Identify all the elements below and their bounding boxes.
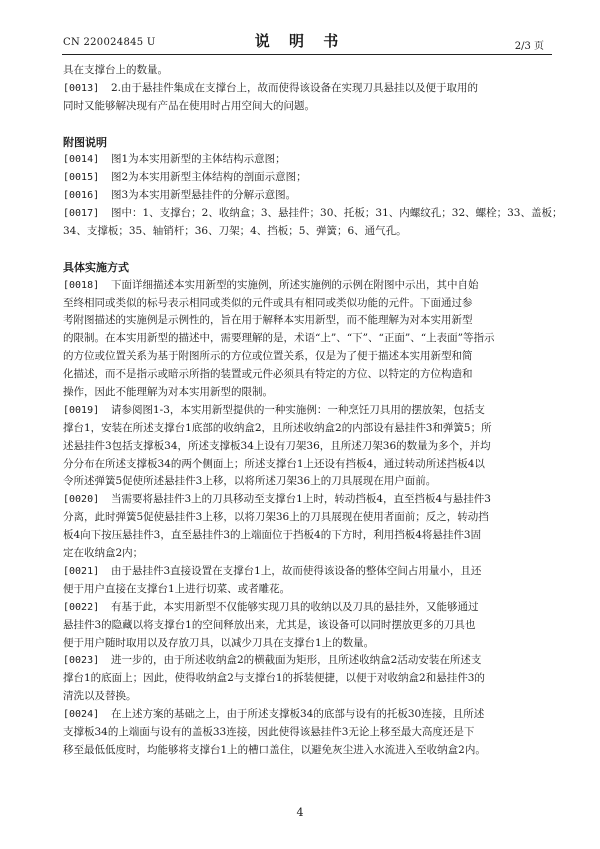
text-line bbox=[63, 62, 550, 80]
line-text: 同时又能够解决现有产品在使用时占用空间大的问题。 bbox=[63, 99, 315, 112]
line-text: 图1为本实用新型的主体结构示意图； bbox=[111, 153, 286, 166]
text-line bbox=[63, 563, 550, 581]
line-text: 撑台1的底面上；因此，使得收纳盒2与支撑台1的拆装便捷，以便于对收纳盒2和悬挂件3的 bbox=[63, 672, 485, 685]
paragraph-number: [0015] bbox=[63, 172, 100, 184]
text-line bbox=[63, 169, 550, 187]
line-text: 的限制。在本实用新型的描述中，需要理解的是，术语“上”、“下”、“正面”、“上表面”等指示 bbox=[63, 332, 495, 345]
line-text: 分离，此时弹簧5促使悬挂件3上移，以将刀架36上的刀具展现在使用者面前；反之，转动挡 bbox=[63, 511, 489, 524]
paragraph-number: [0020] bbox=[63, 494, 100, 506]
text-line bbox=[63, 187, 550, 205]
text-line bbox=[63, 670, 550, 688]
text-line bbox=[63, 724, 550, 742]
text-line bbox=[63, 652, 550, 670]
text-line bbox=[63, 438, 550, 456]
header-rule bbox=[62, 54, 552, 55]
paragraph-number: [0013] bbox=[63, 82, 100, 94]
paragraph-number: [0023] bbox=[63, 655, 100, 667]
paragraph-number: [0018] bbox=[63, 279, 100, 291]
line-text: 图中：1、支撑台；2、收纳盒；3、悬挂件；30、托板；31、内螺纹孔；32、螺栓；33、盖板； bbox=[111, 207, 563, 220]
line-text: 支撑板34的上端面与设有的盖板33连接，因此使得该悬挂件3无论上移至最大高度还是下 bbox=[63, 725, 475, 738]
text-line bbox=[63, 581, 550, 599]
line-text: 悬挂件3的隐藏以将支撑台1的空间释放出来，尤其是，该设备可以同时摆放更多的刀具也 bbox=[63, 618, 476, 631]
line-text: 由于悬挂件3直接设置在支撑台1上，故而使得该设备的整体空间占用量小，且还 bbox=[111, 564, 482, 577]
text-line bbox=[63, 420, 550, 438]
paragraph-number: [0016] bbox=[63, 190, 100, 202]
heading-text: 具体实施方式 bbox=[63, 260, 129, 274]
text-line bbox=[63, 617, 550, 635]
line-text: 化描述，而不是指示或暗示所指的装置或元件必须具有特定的方位、以特定的方位构造和 bbox=[63, 368, 473, 381]
line-text: 当需要将悬挂件3上的刀具移动至支撑台1上时，转动挡板4，直至挡板4与悬挂件3 bbox=[111, 493, 491, 506]
paragraph-number: [0014] bbox=[63, 154, 100, 166]
text-line bbox=[63, 223, 550, 241]
text-line bbox=[63, 312, 550, 330]
line-text: 定在收纳盒2内； bbox=[63, 547, 144, 560]
section-heading bbox=[63, 134, 550, 152]
page-title: 说 明 书 bbox=[254, 32, 346, 50]
line-text: 便于用户随时取用以及存放刀具，以减少刀具在支撑台1上的数量。 bbox=[63, 636, 375, 649]
line-text: 令所述弹簧5促使所述悬挂件3上移，以将所述刀架36上的刀具展现在用户面前。 bbox=[63, 475, 437, 488]
text-line bbox=[63, 330, 550, 348]
paragraph-number: [0017] bbox=[63, 208, 100, 220]
document-body bbox=[63, 62, 563, 760]
text-line bbox=[63, 98, 550, 116]
line-text: 操作，因此不能理解为对本实用新型的限制。 bbox=[63, 386, 273, 399]
heading-text: 附图说明 bbox=[63, 135, 107, 149]
section-gap bbox=[63, 116, 550, 134]
line-text: 述悬挂件3包括支撑板34，所述支撑板34上设有刀架36，且所述刀架36的数量为多个，并均 bbox=[63, 439, 491, 452]
paragraph-number: [0019] bbox=[63, 404, 100, 416]
text-line bbox=[63, 348, 550, 366]
text-line bbox=[63, 706, 550, 724]
page-number: 4 bbox=[296, 806, 304, 819]
line-text: 撑台1，安装在所述支撑台1底部的收纳盒2，且所述收纳盒2的内部设有悬挂件3和弹簧5；所 bbox=[63, 421, 492, 434]
line-text: 板4向下按压悬挂件3，直至悬挂件3的上端面位于挡板4的下方时，利用挡板4将悬挂件3固 bbox=[63, 529, 482, 542]
text-line bbox=[63, 473, 550, 491]
page-indicator: 2/3 页 bbox=[514, 41, 544, 52]
text-line bbox=[63, 80, 550, 98]
line-text: 清洗以及替换。 bbox=[63, 690, 137, 703]
line-text: 2.由于悬挂件集成在支撑台上，故而使得该设备在实现刀具悬挂以及便于取用的 bbox=[111, 81, 479, 94]
line-text: 分分布在所述支撑板34的两个侧面上；所述支撑台1上还设有挡板4，通过转动所述挡板4以 bbox=[63, 457, 485, 470]
text-line bbox=[63, 688, 550, 706]
line-text: 请参阅图1-3，本实用新型提供的一种实施例：一种烹饪刀具用的摆放架，包括支 bbox=[111, 403, 485, 416]
text-line bbox=[63, 384, 550, 402]
line-text: 考附图描述的实施例是示例性的，旨在用于解释本实用新型，而不能理解为对本实用新型 bbox=[63, 314, 473, 327]
text-line bbox=[63, 205, 563, 223]
text-line bbox=[63, 402, 550, 420]
paragraph-number: [0021] bbox=[63, 565, 100, 577]
text-line bbox=[63, 635, 550, 653]
section-gap bbox=[63, 241, 550, 259]
line-text: 图3为本实用新型悬挂件的分解示意图。 bbox=[111, 189, 297, 202]
text-line bbox=[63, 151, 550, 169]
line-text: 进一步的，由于所述收纳盒2的横截面为矩形，且所述收纳盒2活动安装在所述支 bbox=[111, 654, 482, 667]
line-text: 移至最低低度时，均能够将支撑台1上的槽口盖住，以避免灰尘进入水流进入至收纳盒2内。 bbox=[63, 743, 486, 756]
line-text: 的方位或位置关系为基于附图所示的方位或位置关系，仅是为了便于描述本实用新型和简 bbox=[63, 350, 473, 363]
text-line bbox=[63, 509, 550, 527]
text-line bbox=[63, 456, 550, 474]
line-text: 便于用户直接在支撑台1上进行切菜、或者雕花。 bbox=[63, 582, 291, 595]
line-text: 至终相同或类似的标号表示相同或类似的元件或具有相同或类似功能的元件。下面通过参 bbox=[63, 296, 473, 309]
text-line bbox=[63, 295, 550, 313]
line-text: 在上述方案的基础之上，由于所述支撑板34的底部与设有的托板30连接，且所述 bbox=[111, 708, 485, 721]
section-heading bbox=[63, 259, 550, 277]
line-text: 34、支撑板；35、轴销杆；36、刀架；4、挡板；5、弹簧；6、通气孔。 bbox=[63, 225, 407, 238]
line-text: 下面详细描述本实用新型的实施例，所述实施例的示例在附图中示出，其中自始 bbox=[111, 278, 479, 291]
text-line bbox=[63, 366, 550, 384]
text-line bbox=[63, 491, 550, 509]
text-line bbox=[63, 545, 550, 563]
text-line bbox=[63, 599, 550, 617]
paragraph-number: [0024] bbox=[63, 709, 100, 721]
line-text: 具在支撑台上的数量。 bbox=[63, 64, 168, 76]
page-header bbox=[0, 0, 600, 64]
line-text: 图2为本实用新型主体结构的剖面示意图； bbox=[111, 171, 307, 184]
document-number: CN 220024845 U bbox=[63, 37, 156, 48]
paragraph-number: [0022] bbox=[63, 601, 100, 613]
text-line bbox=[63, 742, 550, 760]
line-text: 有基于此，本实用新型不仅能够实现刀具的收纳以及刀具的悬挂外，又能够通过 bbox=[111, 600, 479, 613]
text-line bbox=[63, 527, 550, 545]
text-line bbox=[63, 277, 550, 295]
